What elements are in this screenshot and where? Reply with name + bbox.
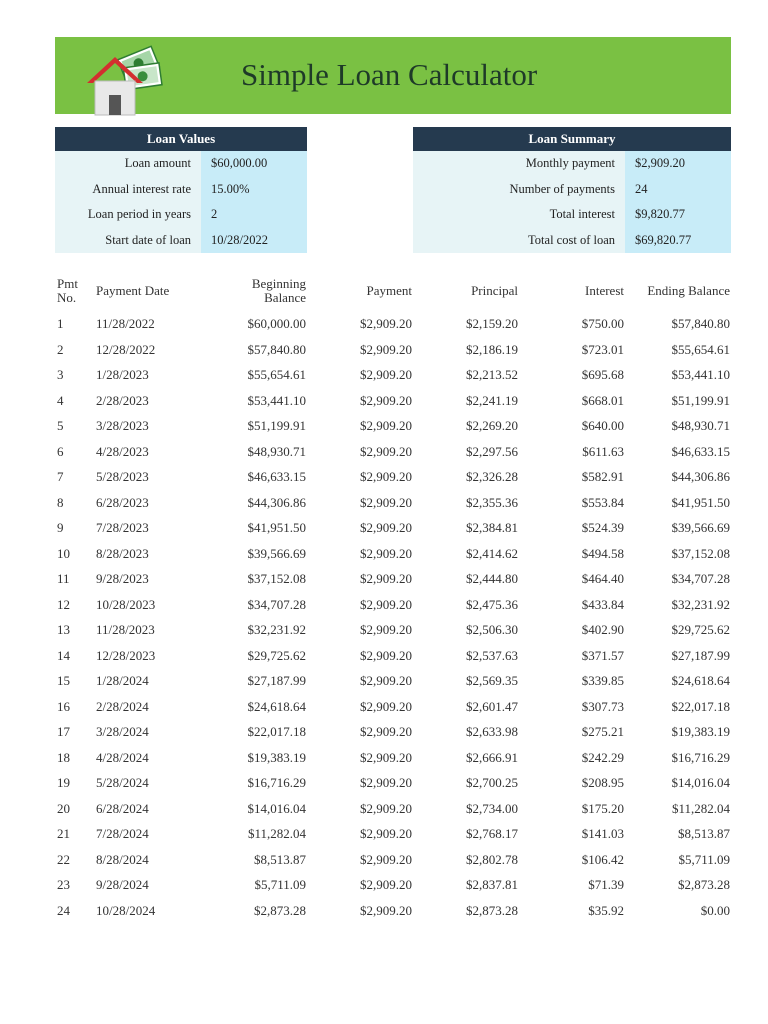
principal-cell: $2,873.28	[466, 902, 518, 918]
page-title: Simple Loan Calculator	[241, 57, 538, 92]
table-row	[0, 388, 768, 414]
principal-cell: $2,186.19	[466, 341, 518, 357]
col-header-payment-date: Payment Date	[96, 283, 170, 298]
payment-date-cell: 2/28/2023	[96, 392, 149, 408]
col-header-pmt: Pmt	[57, 276, 78, 291]
schedule-header	[0, 274, 768, 310]
ending-balance-cell: $16,716.29	[671, 749, 730, 765]
table-row	[0, 490, 768, 516]
interest-cell: $275.21	[581, 724, 624, 739]
payment-cell: $2,909.20	[360, 316, 412, 331]
payment-cell: $2,909.20	[360, 902, 412, 918]
loan-period-label: Loan period in years	[55, 202, 201, 228]
beginning-balance-cell: $22,017.18	[247, 724, 306, 739]
principal-cell: $2,837.81	[466, 877, 518, 892]
ending-balance-cell: $5,711.09	[678, 851, 730, 867]
interest-cell: $695.68	[581, 367, 624, 382]
payment-cell: $2,909.20	[360, 724, 412, 739]
beginning-balance-cell: $57,840.80	[247, 341, 306, 357]
payment-date-cell: 11/28/2023	[96, 622, 155, 637]
principal-cell: $2,633.98	[466, 724, 518, 739]
beginning-balance-cell: $2,873.28	[254, 902, 306, 918]
loan-period-value[interactable]: 2	[201, 202, 307, 228]
ending-balance-cell: $57,840.80	[671, 316, 730, 331]
interest-cell: $307.73	[581, 698, 624, 714]
col-header-balance: Balance	[264, 290, 306, 305]
table-row	[0, 745, 768, 771]
col-header-pmt-no	[57, 277, 78, 305]
payment-cell: $2,909.20	[360, 851, 412, 867]
pmt-no-cell: 21	[57, 826, 70, 841]
pmt-no-cell: 8	[57, 494, 64, 510]
payment-cell: $2,909.20	[360, 826, 412, 841]
table-row	[0, 847, 768, 873]
interest-rate-row	[55, 177, 307, 203]
col-header-beginning: Beginning	[251, 276, 306, 291]
interest-cell: $582.91	[581, 469, 624, 484]
payment-cell: $2,909.20	[360, 571, 412, 586]
col-header-interest: Interest	[585, 283, 624, 298]
principal-cell: $2,666.91	[466, 749, 518, 765]
payment-cell: $2,909.20	[360, 494, 412, 510]
monthly-payment-row	[413, 151, 731, 177]
beginning-balance-cell: $55,654.61	[247, 367, 306, 382]
ending-balance-cell: $51,199.91	[671, 392, 730, 408]
ending-balance-cell: $29,725.62	[671, 622, 730, 637]
payment-date-cell: 12/28/2023	[96, 647, 156, 663]
ending-balance-cell: $44,306.86	[671, 469, 730, 484]
total-interest-label: Total interest	[413, 202, 625, 228]
col-header-no: No.	[57, 290, 77, 305]
pmt-no-cell: 11	[57, 571, 70, 586]
start-date-row	[55, 228, 307, 254]
beginning-balance-cell: $48,930.71	[247, 443, 306, 459]
loan-period-row	[55, 202, 307, 228]
payment-cell: $2,909.20	[360, 596, 412, 612]
ending-balance-cell: $41,951.50	[671, 494, 730, 510]
principal-cell: $2,569.35	[466, 673, 518, 688]
payment-cell: $2,909.20	[360, 469, 412, 484]
interest-rate-label: Annual interest rate	[55, 177, 201, 203]
table-row	[0, 821, 768, 847]
interest-rate-value[interactable]: 15.00%	[201, 177, 307, 203]
principal-cell: $2,537.63	[466, 647, 518, 663]
principal-cell: $2,326.28	[466, 469, 518, 484]
total-cost-value: $69,820.77	[625, 228, 731, 254]
interest-cell: $464.40	[581, 571, 624, 586]
principal-cell: $2,444.80	[466, 571, 518, 586]
beginning-balance-cell: $11,282.04	[247, 826, 306, 841]
pmt-no-cell: 15	[57, 673, 70, 688]
principal-cell: $2,241.19	[466, 392, 518, 408]
payment-date-cell: 2/28/2024	[96, 698, 149, 714]
table-row	[0, 796, 768, 822]
beginning-balance-cell: $53,441.10	[247, 392, 306, 408]
interest-cell: $553.84	[581, 494, 624, 510]
principal-cell: $2,297.56	[466, 443, 518, 459]
payment-date-cell: 10/28/2023	[96, 596, 156, 612]
payment-date-cell: 11/28/2022	[96, 316, 155, 331]
pmt-no-cell: 6	[57, 443, 64, 459]
payment-date-cell: 4/28/2023	[96, 443, 149, 459]
table-row	[0, 362, 768, 388]
beginning-balance-cell: $60,000.00	[247, 316, 306, 331]
ending-balance-cell: $19,383.19	[671, 724, 730, 739]
interest-cell: $524.39	[581, 520, 624, 535]
monthly-payment-value: $2,909.20	[625, 151, 731, 177]
loan-amount-row	[55, 151, 307, 177]
payment-cell: $2,909.20	[360, 698, 412, 714]
pmt-no-cell: 14	[57, 647, 70, 663]
principal-cell: $2,734.00	[466, 800, 518, 816]
number-of-payments-label: Number of payments	[413, 177, 625, 203]
beginning-balance-cell: $37,152.08	[247, 571, 306, 586]
interest-cell: $339.85	[581, 673, 624, 688]
interest-cell: $71.39	[588, 877, 624, 892]
payment-cell: $2,909.20	[360, 520, 412, 535]
beginning-balance-cell: $39,566.69	[247, 545, 306, 561]
payment-date-cell: 7/28/2024	[96, 826, 149, 841]
payment-cell: $2,909.20	[360, 367, 412, 382]
payment-cell: $2,909.20	[360, 341, 412, 357]
table-row	[0, 311, 768, 337]
total-interest-value: $9,820.77	[625, 202, 731, 228]
ending-balance-cell: $22,017.18	[671, 698, 730, 714]
payment-date-cell: 7/28/2023	[96, 520, 149, 535]
ending-balance-cell: $55,654.61	[671, 341, 730, 357]
pmt-no-cell: 19	[57, 775, 70, 790]
payment-cell: $2,909.20	[360, 775, 412, 790]
payment-cell: $2,909.20	[360, 673, 412, 688]
interest-cell: $141.03	[581, 826, 624, 841]
payment-cell: $2,909.20	[360, 545, 412, 561]
beginning-balance-cell: $32,231.92	[247, 622, 306, 637]
pmt-no-cell: 16	[57, 698, 70, 714]
pmt-no-cell: 4	[57, 392, 64, 408]
interest-cell: $611.63	[582, 443, 624, 459]
principal-cell: $2,475.36	[466, 596, 518, 612]
loan-amount-label: Loan amount	[55, 151, 201, 177]
number-of-payments-value: 24	[625, 177, 731, 203]
payment-date-cell: 6/28/2023	[96, 494, 149, 510]
payment-date-cell: 1/28/2024	[96, 673, 149, 688]
principal-cell: $2,506.30	[466, 622, 518, 637]
pmt-no-cell: 20	[57, 800, 70, 816]
pmt-no-cell: 13	[57, 622, 70, 637]
beginning-balance-cell: $8,513.87	[254, 851, 306, 867]
payment-date-cell: 5/28/2024	[96, 775, 149, 790]
payment-date-cell: 12/28/2022	[96, 341, 156, 357]
pmt-no-cell: 17	[57, 724, 70, 739]
ending-balance-cell: $39,566.69	[671, 520, 730, 535]
table-row	[0, 413, 768, 439]
ending-balance-cell: $8,513.87	[678, 826, 730, 841]
beginning-balance-cell: $46,633.15	[247, 469, 306, 484]
table-row	[0, 541, 768, 567]
interest-cell: $35.92	[588, 902, 624, 918]
interest-cell: $402.90	[581, 622, 624, 637]
ending-balance-cell: $14,016.04	[671, 775, 730, 790]
col-header-ending-balance: Ending Balance	[647, 283, 730, 298]
payment-cell: $2,909.20	[360, 800, 412, 816]
table-row	[0, 439, 768, 465]
payment-date-cell: 8/28/2024	[96, 851, 149, 867]
beginning-balance-cell: $44,306.86	[247, 494, 306, 510]
pmt-no-cell: 9	[57, 520, 64, 535]
payment-cell: $2,909.20	[360, 647, 412, 663]
loan-values-panel	[55, 127, 307, 253]
amortization-schedule	[0, 311, 768, 923]
house-with-money-icon	[85, 39, 165, 117]
total-interest-row	[413, 202, 731, 228]
payment-date-cell: 1/28/2023	[96, 367, 149, 382]
start-date-label: Start date of loan	[55, 228, 201, 254]
col-header-payment: Payment	[366, 283, 412, 298]
beginning-balance-cell: $16,716.29	[247, 775, 306, 790]
principal-cell: $2,269.20	[466, 418, 518, 433]
table-row	[0, 566, 768, 592]
table-row	[0, 668, 768, 694]
pmt-no-cell: 2	[57, 341, 64, 357]
ending-balance-cell: $24,618.64	[671, 673, 730, 688]
loan-amount-value[interactable]: $60,000.00	[201, 151, 307, 177]
table-row	[0, 617, 768, 643]
beginning-balance-cell: $5,711.09	[254, 877, 306, 892]
interest-cell: $723.01	[581, 341, 624, 357]
pmt-no-cell: 7	[57, 469, 64, 484]
total-cost-row	[413, 228, 731, 254]
payment-date-cell: 8/28/2023	[96, 545, 149, 561]
table-row	[0, 643, 768, 669]
principal-cell: $2,768.17	[466, 826, 518, 841]
table-row	[0, 464, 768, 490]
principal-cell: $2,601.47	[466, 698, 518, 714]
principal-cell: $2,159.20	[466, 316, 518, 331]
ending-balance-cell: $32,231.92	[671, 596, 730, 612]
pmt-no-cell: 12	[57, 596, 70, 612]
beginning-balance-cell: $41,951.50	[247, 520, 306, 535]
interest-cell: $106.42	[581, 851, 624, 867]
start-date-value[interactable]: 10/28/2022	[201, 228, 307, 254]
payment-cell: $2,909.20	[360, 418, 412, 433]
total-cost-label: Total cost of loan	[413, 228, 625, 254]
table-row	[0, 770, 768, 796]
beginning-balance-cell: $34,707.28	[247, 596, 306, 612]
interest-cell: $175.20	[581, 800, 624, 816]
ending-balance-cell: $27,187.99	[671, 647, 730, 663]
pmt-no-cell: 24	[57, 902, 70, 918]
payment-cell: $2,909.20	[360, 877, 412, 892]
interest-cell: $750.00	[581, 316, 624, 331]
table-row	[0, 694, 768, 720]
payment-cell: $2,909.20	[360, 443, 412, 459]
beginning-balance-cell: $24,618.64	[247, 698, 306, 714]
title-banner	[55, 37, 731, 114]
number-of-payments-row	[413, 177, 731, 203]
ending-balance-cell: $37,152.08	[671, 545, 730, 561]
pmt-no-cell: 22	[57, 851, 70, 867]
ending-balance-cell: $48,930.71	[671, 418, 730, 433]
pmt-no-cell: 5	[57, 418, 64, 433]
loan-summary-header: Loan Summary	[413, 127, 731, 151]
ending-balance-cell: $46,633.15	[671, 443, 730, 459]
interest-cell: $208.95	[581, 775, 624, 790]
payment-date-cell: 9/28/2024	[96, 877, 149, 892]
principal-cell: $2,355.36	[466, 494, 518, 510]
ending-balance-cell: $0.00	[700, 902, 730, 918]
table-row	[0, 592, 768, 618]
loan-values-header: Loan Values	[55, 127, 307, 151]
interest-cell: $494.58	[581, 545, 624, 561]
interest-cell: $242.29	[581, 749, 624, 765]
pmt-no-cell: 1	[57, 316, 64, 331]
ending-balance-cell: $2,873.28	[678, 877, 730, 892]
ending-balance-cell: $53,441.10	[671, 367, 730, 382]
payment-cell: $2,909.20	[360, 749, 412, 765]
interest-cell: $668.01	[581, 392, 624, 408]
pmt-no-cell: 10	[57, 545, 70, 561]
pmt-no-cell: 23	[57, 877, 70, 892]
table-row	[0, 719, 768, 745]
table-row	[0, 337, 768, 363]
beginning-balance-cell: $19,383.19	[247, 749, 306, 765]
table-row	[0, 898, 768, 924]
principal-cell: $2,700.25	[466, 775, 518, 790]
pmt-no-cell: 3	[57, 367, 64, 382]
monthly-payment-label: Monthly payment	[413, 151, 625, 177]
beginning-balance-cell: $51,199.91	[247, 418, 306, 433]
payment-date-cell: 3/28/2023	[96, 418, 149, 433]
ending-balance-cell: $11,282.04	[671, 800, 730, 816]
beginning-balance-cell: $27,187.99	[247, 673, 306, 688]
principal-cell: $2,414.62	[466, 545, 518, 561]
ending-balance-cell: $34,707.28	[671, 571, 730, 586]
interest-cell: $433.84	[581, 596, 624, 612]
pmt-no-cell: 18	[57, 749, 70, 765]
loan-summary-panel	[413, 127, 731, 253]
interest-cell: $640.00	[581, 418, 624, 433]
payment-date-cell: 9/28/2023	[96, 571, 149, 586]
table-row	[0, 515, 768, 541]
col-header-principal: Principal	[471, 283, 518, 298]
principal-cell: $2,384.81	[466, 520, 518, 535]
payment-date-cell: 4/28/2024	[96, 749, 149, 765]
beginning-balance-cell: $14,016.04	[247, 800, 306, 816]
principal-cell: $2,213.52	[466, 367, 518, 382]
payment-date-cell: 10/28/2024	[96, 902, 156, 918]
col-header-beginning-balance	[252, 277, 306, 305]
payment-cell: $2,909.20	[360, 622, 412, 637]
payment-date-cell: 3/28/2024	[96, 724, 149, 739]
interest-cell: $371.57	[581, 647, 624, 663]
table-row	[0, 872, 768, 898]
payment-cell: $2,909.20	[360, 392, 412, 408]
beginning-balance-cell: $29,725.62	[247, 647, 306, 663]
principal-cell: $2,802.78	[466, 851, 518, 867]
payment-date-cell: 5/28/2023	[96, 469, 149, 484]
payment-date-cell: 6/28/2024	[96, 800, 149, 816]
